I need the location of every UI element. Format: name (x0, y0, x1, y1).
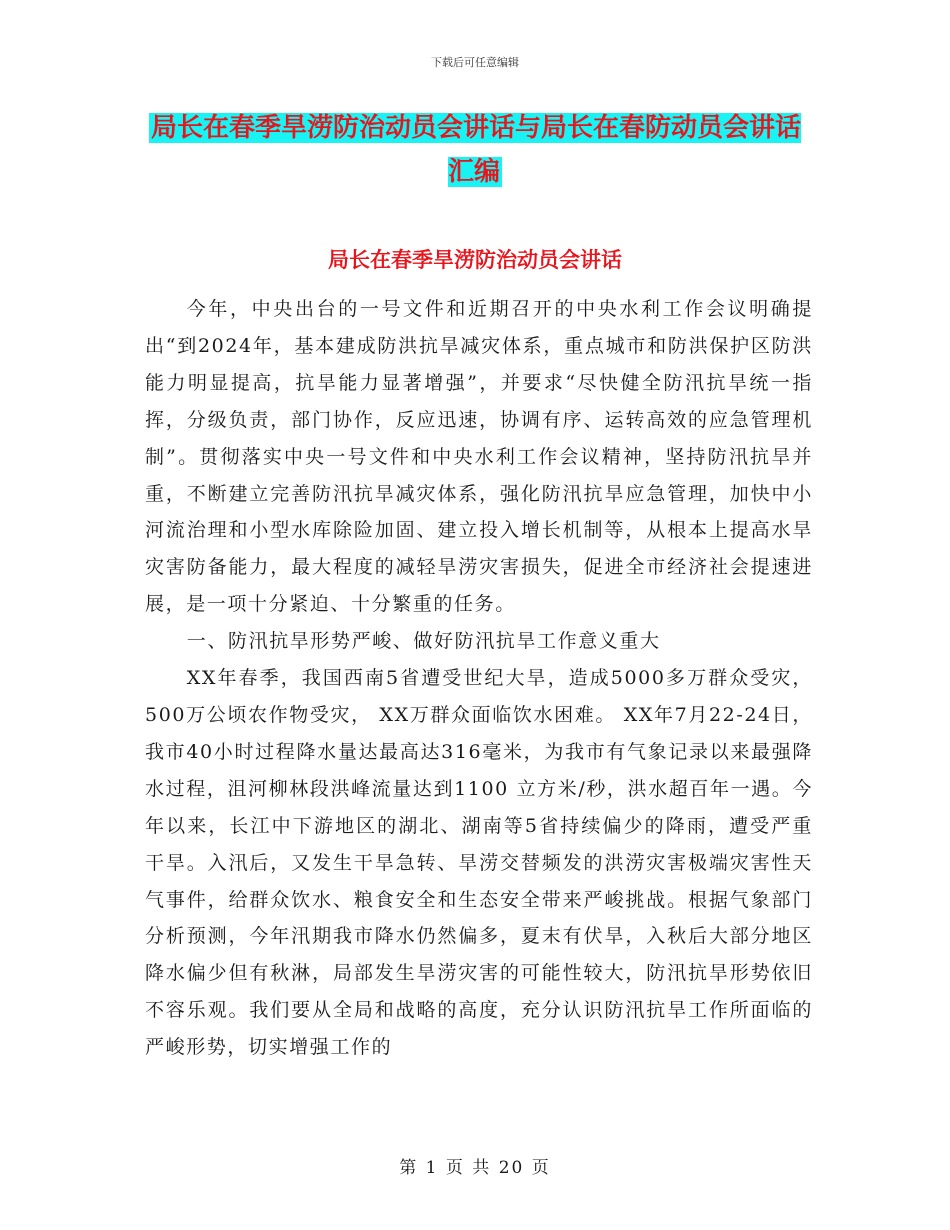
document-title (145, 106, 805, 194)
page-footer: 第 1 页 共 20 页 (399, 1158, 551, 1178)
section-title: 局长在春季旱涝防治动员会讲话 (328, 248, 622, 272)
body-paragraph: 今年，中央出台的一号文件和近期召开的中央水利工作会议明确提出“到2024年，基本建成防洪抗旱减灾体系，重点城市和防洪保护区防洪能力明显提高，抗旱能力显著增强”，并要求“尽快健全防汛抗旱统一指挥，分级负责，部门协作，反应迅速，协调有序、运转高效的应急管理机制”。贯彻落实中央一号文件和中央水利工作会议精神，坚持防汛抗旱并重，不断建立完善防汛抗旱减灾体系，强化防汛抗旱应急管理，加快中小河流治理和小型水库除险加固、建立投入增长机制等，从根本上提高水旱灾害防备能力，最大程度的减轻旱涝灾害损失，促进全市经济社会提速进展，是一项十分紧迫、十分繁重的任务。 (145, 298, 813, 616)
body-paragraph: XX年春季，我国西南5省遭受世纪大旱，造成5000多万群众受灾，500万公顷农作物受灾， XX万群众面临饮水困难。 XX年7月22-24日， 我市40小时过程降水量达最高达316毫米，为我市有气象记录以来最强降水过程，沮河柳林段洪峰流量达到1100 立方米/秒，洪水超百年一遇。今年以来，长江中下游地区的湖北、湖南等5省持续偏少的降雨，遭受严重干旱。入汛后，又发生干旱急转、旱涝交替频发的洪涝灾害极端灾害性天气事件，给群众饮水、粮食安全和生态安全带来严峻挑战。根据气象部门分析预测，今年汛期我市降水仍然偏多，夏末有伏旱，入秋后大部分地区降水偏少但有秋淋，局部发生旱涝灾害的可能性较大，防汛抗旱形势依旧不容乐观。我们要从全局和战略的高度，充分认识防汛抗旱工作所面临的严峻形势，切实增强工作的 (145, 667, 813, 1059)
section-heading: 一、防汛抗旱形势严峻、做好防汛抗旱工作意义重大 (186, 630, 661, 653)
document-body (145, 291, 813, 1066)
page-header-note: 下载后可任意编辑 (431, 56, 519, 69)
document-title-text: 局长在春季旱涝防治动员会讲话与局长在春防动员会讲话汇编 (150, 113, 801, 187)
